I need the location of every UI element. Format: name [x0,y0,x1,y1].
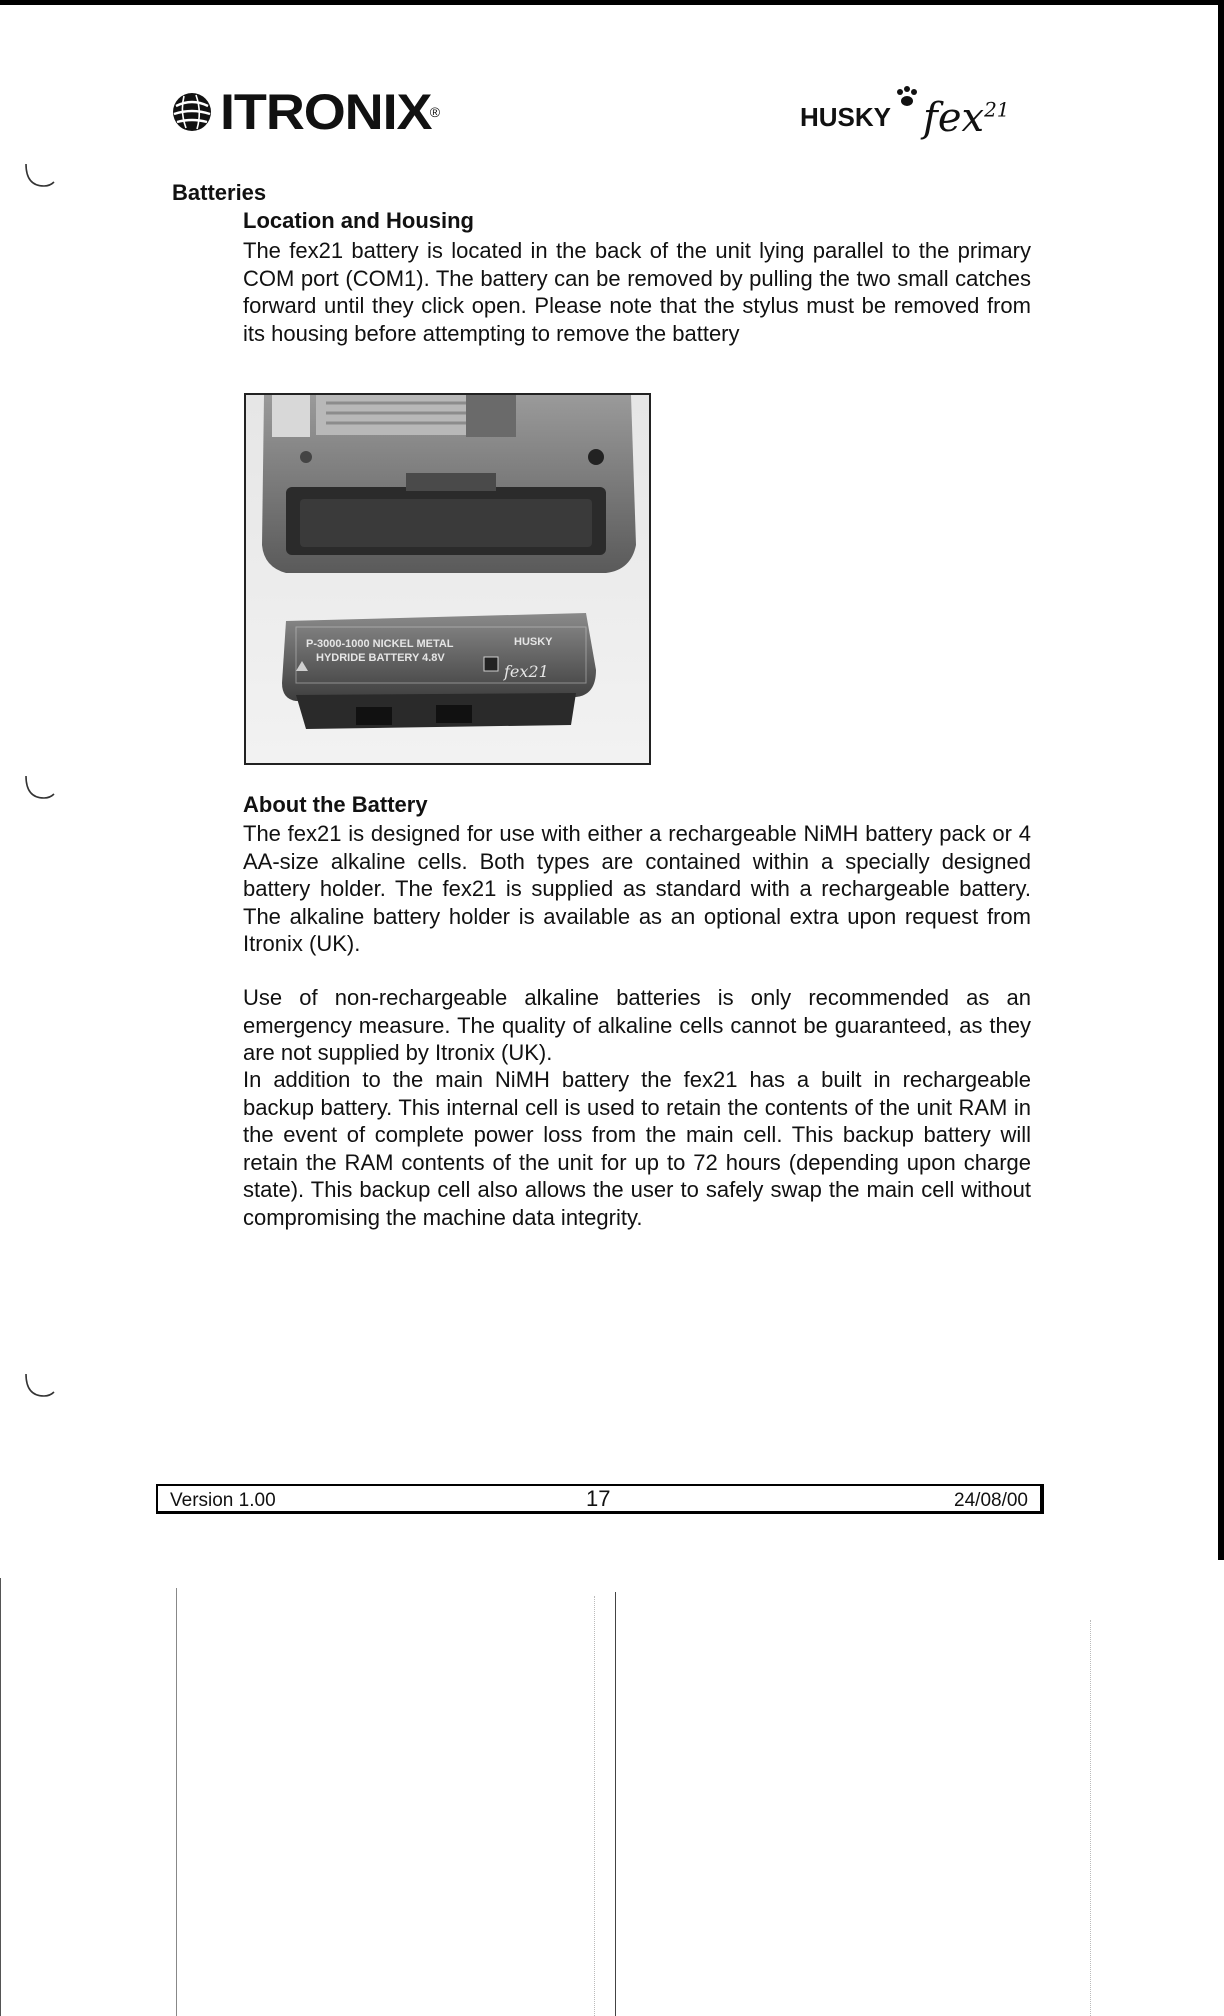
itronix-logo [170,84,440,140]
punch-hole-mark [22,1370,56,1404]
footer-version: Version 1.00 [170,1490,276,1511]
top-border-rule [0,0,1224,5]
scan-dotted-line [1090,1620,1092,2016]
fex-logo-product: fex [923,95,985,141]
scan-column-line [176,1588,177,2016]
itronix-globe-icon [170,90,214,134]
scan-dotted-line [594,1596,596,2016]
battery-label-product: fex21 [504,662,549,681]
punch-hole-mark [22,160,56,194]
husky-logo-text: HUSKY [800,102,892,132]
battery-label-line1: P-3000-1000 NICKEL METAL [306,638,454,650]
about-paragraph-1: The fex21 is designed for use with either a rechargeable NiMH battery pack or 4 AA-size alkaline cells. Both types are contained within a specially designed battery holder. The fex21 is supplied as standard with a rechargeable battery. The alkaline battery holder is available as an optional extra upon request from Itronix (UK). [243,821,1031,956]
about-paragraph-3: In addition to the main NiMH battery the fex21 has a built in rechargeable backup battery. This internal cell is used to retain the contents of the unit RAM in the event of complete power loss from the main cell. This backup battery will retain the RAM contents of the unit for up to 72 hours (depending upon charge state). This backup cell also allows the user to safely swap the main cell without compromising the machine data integrity. [243,1067,1031,1230]
battery-label-line2: HYDRIDE BATTERY 4.8V [316,652,445,664]
fex-logo-number: 21 [984,97,1010,122]
itronix-logo-text: ITRONIX [220,84,432,140]
page-footer [156,1484,1044,1514]
battery-label-brand: HUSKY [514,636,553,648]
location-paragraph: The fex21 battery is located in the back of the unit lying parallel to the primary COM port (COM1). The battery can be removed by pulling the two small catches forward until they click open. Please note that the stylus must be removed from its housing before attempting to remove the battery [243,238,1031,346]
scan-edge-line [0,1578,1,2016]
punch-hole-mark [22,772,56,806]
about-heading: About the Battery [243,792,428,817]
footer-date: 24/08/00 [954,1490,1028,1511]
section-title: Batteries [172,180,267,205]
battery-photo [244,393,651,765]
location-heading: Location and Housing [243,208,474,233]
registered-mark: ® [429,104,441,120]
about-paragraph-2: Use of non-rechargeable alkaline batteries is only recommended as an emergency measure. The quality of alkaline cells cannot be guaranteed, as they are not supplied by Itronix (UK). [243,985,1031,1065]
footer-page-number: 17 [586,1486,611,1511]
fex-logo-text [923,95,1010,141]
paw-print-icon [895,86,919,108]
battery-photo-illustration [246,395,649,763]
scan-column-line [615,1592,616,2016]
right-border-rule [1218,0,1224,1560]
husky-fex21-logo [800,78,1010,141]
